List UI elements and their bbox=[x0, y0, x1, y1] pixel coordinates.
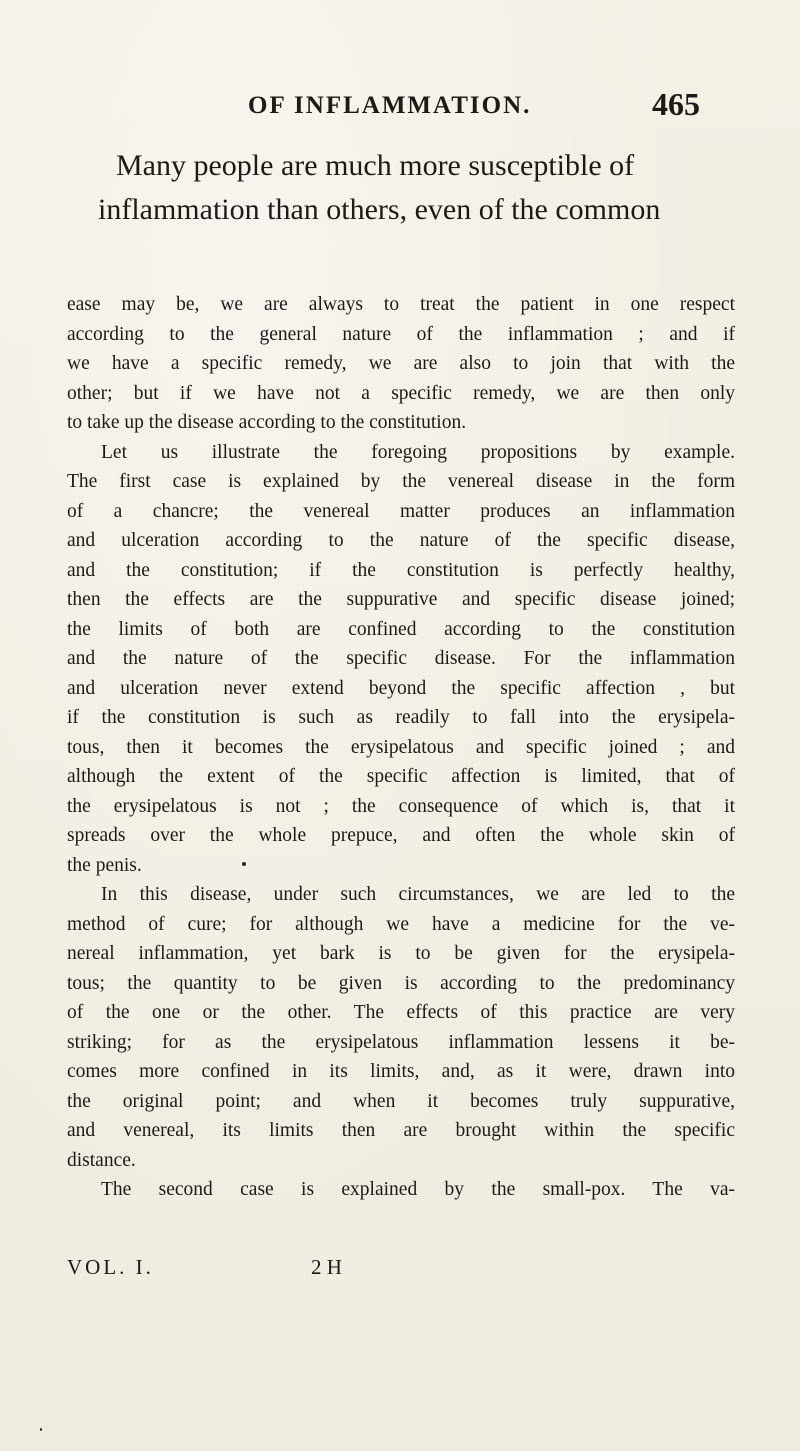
text-line: spreads over the whole prepuce, and often the whole skin of bbox=[67, 825, 735, 846]
text-line: In this disease, under such circumstances, we are led to the bbox=[101, 884, 735, 905]
text-line: and the constitution; if the constitution is perfectly healthy, bbox=[67, 559, 735, 581]
text-line: if the constitution is such as readily to fall into the erysipela- bbox=[67, 707, 735, 728]
signature-mark: 2 H bbox=[311, 1255, 342, 1279]
text-line: other; but if we have not a specific remedy, we are then only bbox=[67, 382, 735, 404]
text-line: method of cure; for although we have a medicine for the ve- bbox=[67, 913, 735, 935]
text-line: although the extent of the specific affection is limited, that of bbox=[67, 766, 735, 787]
banner-line: Many people are much more susceptible of bbox=[116, 149, 635, 182]
text-line: tous, then it becomes the erysipelatous and specific joined ; and bbox=[67, 736, 735, 758]
pasted-banner-text bbox=[98, 144, 728, 232]
text-line: striking; for as the erysipelatous inflammation lessens it be- bbox=[67, 1031, 735, 1053]
text-line: the erysipelatous is not ; the consequence of which is, that it bbox=[67, 795, 735, 817]
text-line: according to the general nature of the inflammation ; and if bbox=[67, 323, 735, 345]
ink-speck bbox=[242, 862, 246, 866]
text-line: Let us illustrate the foregoing propositions by example. bbox=[101, 441, 735, 463]
text-line: distance. bbox=[67, 1149, 136, 1171]
text-line: we have a specific remedy, we are also to join that with the bbox=[67, 353, 735, 374]
text-line: The second case is explained by the small-pox. The va- bbox=[101, 1179, 735, 1200]
text-line: and venereal, its limits then are brought within the specific bbox=[67, 1120, 735, 1141]
text-line: tous; the quantity to be given is according to the predominancy bbox=[67, 972, 735, 994]
text-line: and ulceration according to the nature of the specific disease, bbox=[67, 530, 735, 551]
text-line: ease may be, we are always to treat the patient in one respect bbox=[67, 294, 735, 315]
text-line: then the effects are the suppurative and specific disease joined; bbox=[67, 589, 735, 610]
page-footer bbox=[67, 1255, 735, 1285]
running-head: OF INFLAMMATION. bbox=[248, 92, 532, 119]
text-line: nereal inflammation, yet bark is to be given for the erysipela- bbox=[67, 943, 735, 964]
page-number: 465 bbox=[652, 86, 700, 122]
text-line: to take up the disease according to the constitution. bbox=[67, 412, 467, 433]
text-line: the original point; and when it becomes truly suppurative, bbox=[67, 1090, 735, 1112]
ink-speck bbox=[40, 1428, 42, 1431]
text-line: and the nature of the specific disease. For the inflammation bbox=[67, 648, 735, 669]
text-line: of a chancre; the venereal matter produces an inflammation bbox=[67, 500, 735, 522]
banner-line: inflammation than others, even of the common bbox=[98, 193, 661, 226]
text-line: The first case is explained by the venereal disease in the form bbox=[67, 471, 735, 492]
text-line: the penis. bbox=[67, 854, 142, 876]
body-text bbox=[67, 290, 735, 1205]
text-line: of the one or the other. The effects of this practice are very bbox=[67, 1002, 735, 1023]
text-line: comes more confined in its limits, and, as it were, drawn into bbox=[67, 1061, 735, 1082]
volume-label: VOL. I. bbox=[67, 1255, 154, 1279]
text-line: and ulceration never extend beyond the specific affection , but bbox=[67, 677, 735, 699]
page-header bbox=[0, 86, 800, 132]
text-line: the limits of both are confined according to the constitution bbox=[67, 618, 735, 640]
